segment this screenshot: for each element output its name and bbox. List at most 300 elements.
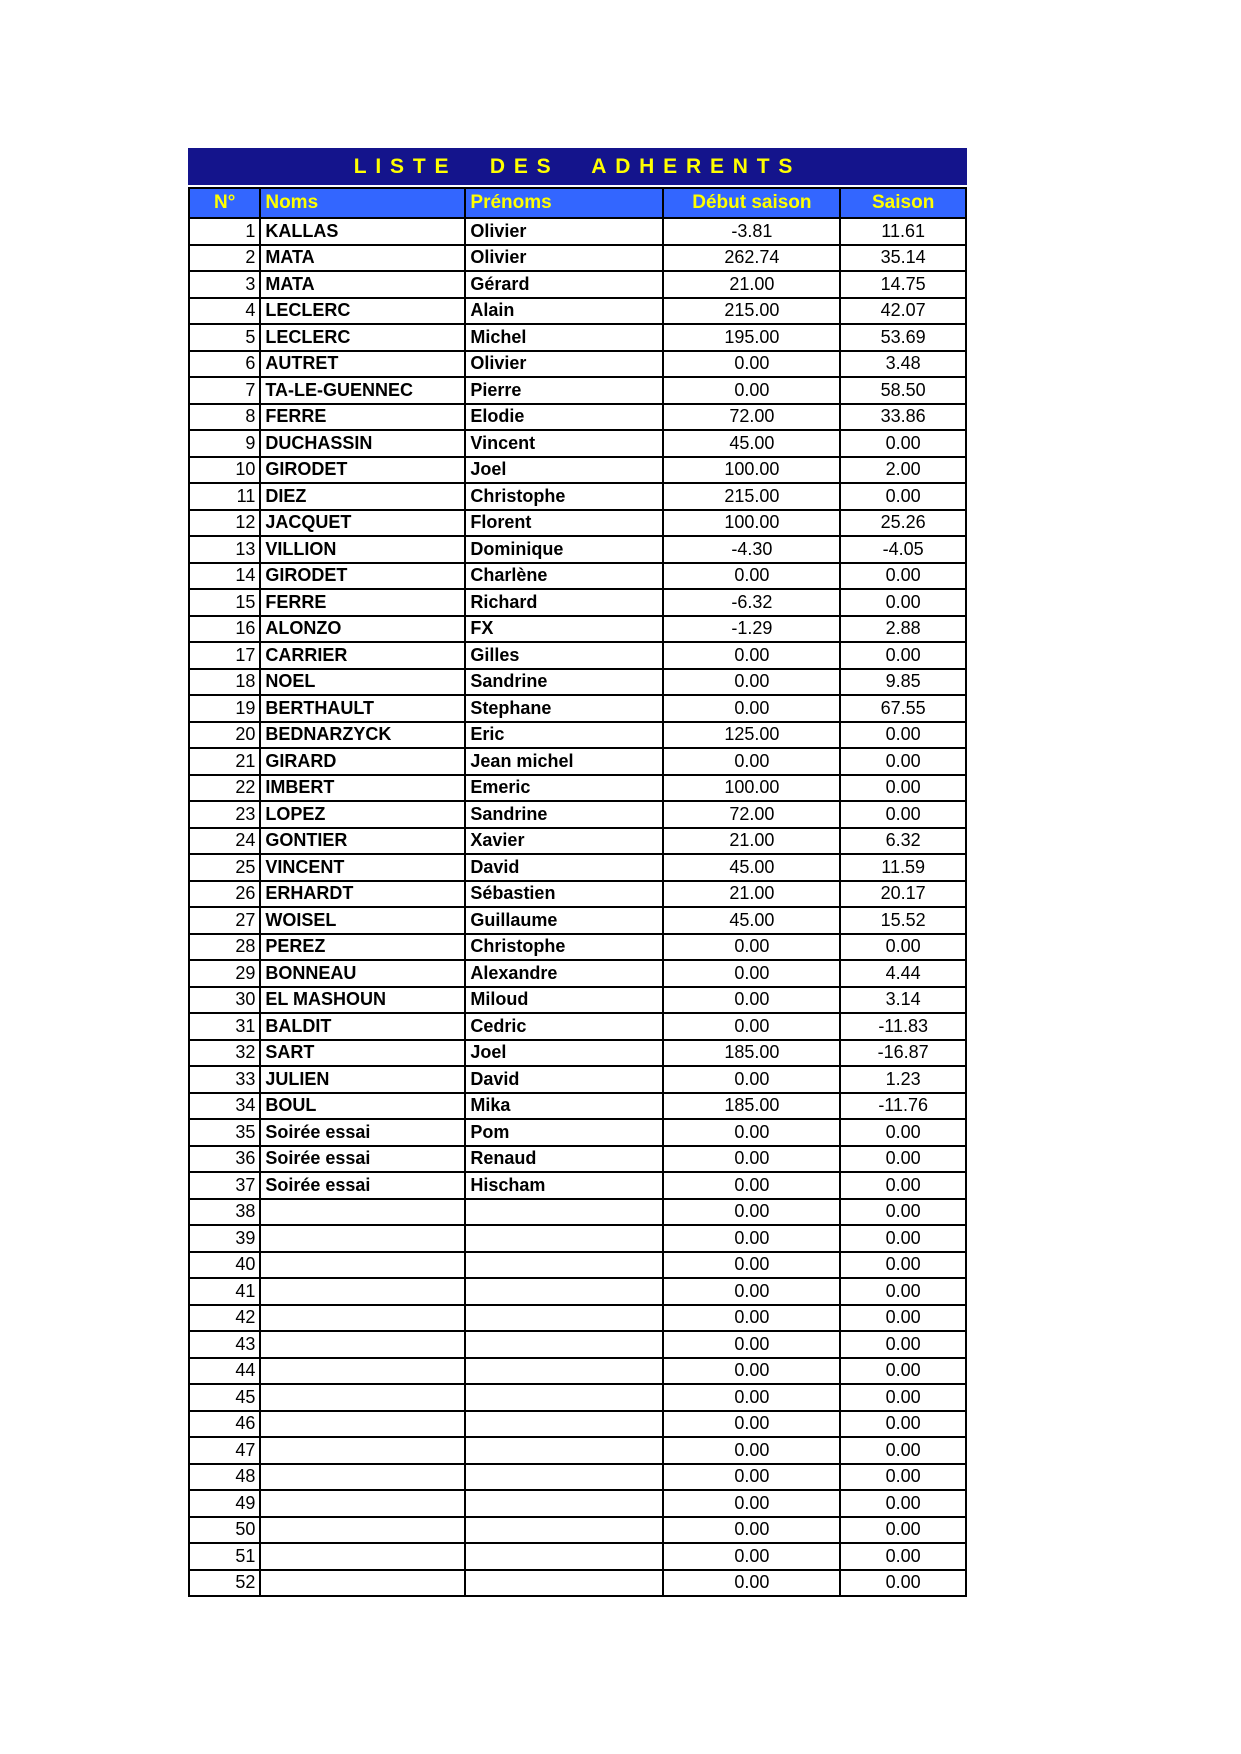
prenom-cell: Olivier xyxy=(465,245,663,272)
prenom-cell: Gilles xyxy=(465,642,663,669)
table-row xyxy=(189,1358,966,1385)
saison-cell: 20.17 xyxy=(840,881,966,908)
table-row xyxy=(189,1437,966,1464)
table-row xyxy=(189,881,966,908)
debut-saison-cell: 0.00 xyxy=(663,1278,840,1305)
prenom-cell: Alain xyxy=(465,298,663,325)
nom-cell: BEDNARZYCK xyxy=(260,722,465,749)
row-number-cell: 5 xyxy=(189,324,260,351)
table-row xyxy=(189,351,966,378)
saison-cell: 4.44 xyxy=(840,960,966,987)
saison-cell: 0.00 xyxy=(840,1570,966,1597)
table-row xyxy=(189,1543,966,1570)
nom-cell: Soirée essai xyxy=(260,1119,465,1146)
nom-cell xyxy=(260,1384,465,1411)
nom-cell: WOISEL xyxy=(260,907,465,934)
table-row xyxy=(189,722,966,749)
row-number-cell: 18 xyxy=(189,669,260,696)
row-number-cell: 15 xyxy=(189,589,260,616)
row-number-cell: 43 xyxy=(189,1331,260,1358)
debut-saison-cell: -1.29 xyxy=(663,616,840,643)
prenom-cell: Xavier xyxy=(465,828,663,855)
nom-cell: MATA xyxy=(260,271,465,298)
row-number-cell: 16 xyxy=(189,616,260,643)
nom-cell xyxy=(260,1252,465,1279)
saison-cell: 0.00 xyxy=(840,483,966,510)
row-number-cell: 11 xyxy=(189,483,260,510)
debut-saison-cell: 21.00 xyxy=(663,271,840,298)
table-row xyxy=(189,987,966,1014)
nom-cell: ALONZO xyxy=(260,616,465,643)
prenom-cell: Mika xyxy=(465,1093,663,1120)
prenom-cell: Elodie xyxy=(465,404,663,431)
debut-saison-cell: 0.00 xyxy=(663,1464,840,1491)
row-number-cell: 1 xyxy=(189,218,260,245)
nom-cell: EL MASHOUN xyxy=(260,987,465,1014)
row-number-cell: 27 xyxy=(189,907,260,934)
debut-saison-cell: 215.00 xyxy=(663,483,840,510)
prenom-cell xyxy=(465,1517,663,1544)
header-debut-saison: Début saison xyxy=(663,188,840,218)
prenom-cell: Vincent xyxy=(465,430,663,457)
prenom-cell: Gérard xyxy=(465,271,663,298)
row-number-cell: 19 xyxy=(189,695,260,722)
nom-cell xyxy=(260,1225,465,1252)
table-row xyxy=(189,1172,966,1199)
table-row xyxy=(189,1119,966,1146)
debut-saison-cell: 125.00 xyxy=(663,722,840,749)
table-row xyxy=(189,1199,966,1226)
nom-cell: DUCHASSIN xyxy=(260,430,465,457)
saison-cell: 0.00 xyxy=(840,430,966,457)
saison-cell: 35.14 xyxy=(840,245,966,272)
row-number-cell: 8 xyxy=(189,404,260,431)
nom-cell xyxy=(260,1305,465,1332)
debut-saison-cell: -4.30 xyxy=(663,536,840,563)
prenom-cell xyxy=(465,1278,663,1305)
prenom-cell: Miloud xyxy=(465,987,663,1014)
row-number-cell: 48 xyxy=(189,1464,260,1491)
nom-cell xyxy=(260,1278,465,1305)
row-number-cell: 24 xyxy=(189,828,260,855)
debut-saison-cell: 100.00 xyxy=(663,457,840,484)
saison-cell: 0.00 xyxy=(840,1437,966,1464)
table-row xyxy=(189,1305,966,1332)
prenom-cell: Cedric xyxy=(465,1013,663,1040)
table-row xyxy=(189,1040,966,1067)
saison-cell: 0.00 xyxy=(840,1490,966,1517)
nom-cell xyxy=(260,1490,465,1517)
table-row xyxy=(189,1146,966,1173)
row-number-cell: 13 xyxy=(189,536,260,563)
nom-cell: TA-LE-GUENNEC xyxy=(260,377,465,404)
nom-cell xyxy=(260,1437,465,1464)
row-number-cell: 23 xyxy=(189,801,260,828)
saison-cell: -11.83 xyxy=(840,1013,966,1040)
saison-cell: 1.23 xyxy=(840,1066,966,1093)
prenom-cell: Christophe xyxy=(465,934,663,961)
nom-cell: BERTHAULT xyxy=(260,695,465,722)
saison-cell: 0.00 xyxy=(840,748,966,775)
nom-cell: GIRARD xyxy=(260,748,465,775)
debut-saison-cell: 0.00 xyxy=(663,1570,840,1597)
row-number-cell: 51 xyxy=(189,1543,260,1570)
saison-cell: 0.00 xyxy=(840,1411,966,1438)
members-table-body xyxy=(189,218,966,1596)
saison-cell: 0.00 xyxy=(840,1331,966,1358)
row-number-cell: 28 xyxy=(189,934,260,961)
table-row xyxy=(189,1278,966,1305)
row-number-cell: 26 xyxy=(189,881,260,908)
prenom-cell: Michel xyxy=(465,324,663,351)
header-saison: Saison xyxy=(840,188,966,218)
header-row xyxy=(189,188,966,218)
debut-saison-cell: 0.00 xyxy=(663,1252,840,1279)
debut-saison-cell: 0.00 xyxy=(663,1358,840,1385)
prenom-cell: FX xyxy=(465,616,663,643)
nom-cell: VINCENT xyxy=(260,854,465,881)
nom-cell: Soirée essai xyxy=(260,1172,465,1199)
prenom-cell xyxy=(465,1358,663,1385)
debut-saison-cell: 262.74 xyxy=(663,245,840,272)
nom-cell xyxy=(260,1517,465,1544)
row-number-cell: 38 xyxy=(189,1199,260,1226)
saison-cell: 67.55 xyxy=(840,695,966,722)
table-row xyxy=(189,430,966,457)
header-prenoms: Prénoms xyxy=(465,188,663,218)
prenom-cell: Jean michel xyxy=(465,748,663,775)
table-row xyxy=(189,510,966,537)
nom-cell: NOEL xyxy=(260,669,465,696)
members-sheet xyxy=(188,148,967,1597)
table-row xyxy=(189,1093,966,1120)
table-row xyxy=(189,1490,966,1517)
nom-cell: GIRODET xyxy=(260,563,465,590)
debut-saison-cell: 45.00 xyxy=(663,854,840,881)
debut-saison-cell: -3.81 xyxy=(663,218,840,245)
row-number-cell: 20 xyxy=(189,722,260,749)
table-row xyxy=(189,642,966,669)
prenom-cell xyxy=(465,1543,663,1570)
prenom-cell: Olivier xyxy=(465,351,663,378)
debut-saison-cell: 0.00 xyxy=(663,1543,840,1570)
debut-saison-cell: 0.00 xyxy=(663,1305,840,1332)
debut-saison-cell: 0.00 xyxy=(663,1384,840,1411)
nom-cell xyxy=(260,1331,465,1358)
prenom-cell: Eric xyxy=(465,722,663,749)
nom-cell: PEREZ xyxy=(260,934,465,961)
saison-cell: 0.00 xyxy=(840,1464,966,1491)
header-numero: N° xyxy=(189,188,260,218)
saison-cell: 0.00 xyxy=(840,642,966,669)
prenom-cell: Florent xyxy=(465,510,663,537)
row-number-cell: 50 xyxy=(189,1517,260,1544)
prenom-cell: David xyxy=(465,854,663,881)
nom-cell: ERHARDT xyxy=(260,881,465,908)
saison-cell: 3.48 xyxy=(840,351,966,378)
saison-cell: -16.87 xyxy=(840,1040,966,1067)
debut-saison-cell: 45.00 xyxy=(663,430,840,457)
saison-cell: 0.00 xyxy=(840,1543,966,1570)
debut-saison-cell: 215.00 xyxy=(663,298,840,325)
prenom-cell: Christophe xyxy=(465,483,663,510)
prenom-cell: Stephane xyxy=(465,695,663,722)
table-row xyxy=(189,775,966,802)
row-number-cell: 41 xyxy=(189,1278,260,1305)
debut-saison-cell: 0.00 xyxy=(663,563,840,590)
prenom-cell xyxy=(465,1490,663,1517)
prenom-cell: Renaud xyxy=(465,1146,663,1173)
table-row xyxy=(189,1066,966,1093)
debut-saison-cell: 72.00 xyxy=(663,801,840,828)
nom-cell: IMBERT xyxy=(260,775,465,802)
table-row xyxy=(189,907,966,934)
table-row xyxy=(189,748,966,775)
nom-cell: LOPEZ xyxy=(260,801,465,828)
row-number-cell: 6 xyxy=(189,351,260,378)
nom-cell: LECLERC xyxy=(260,298,465,325)
saison-cell: 9.85 xyxy=(840,669,966,696)
table-row xyxy=(189,1517,966,1544)
table-row xyxy=(189,1331,966,1358)
table-row xyxy=(189,1464,966,1491)
debut-saison-cell: 0.00 xyxy=(663,960,840,987)
prenom-cell: Dominique xyxy=(465,536,663,563)
table-row xyxy=(189,589,966,616)
debut-saison-cell: 0.00 xyxy=(663,695,840,722)
row-number-cell: 52 xyxy=(189,1570,260,1597)
debut-saison-cell: 21.00 xyxy=(663,828,840,855)
saison-cell: 0.00 xyxy=(840,722,966,749)
table-row xyxy=(189,483,966,510)
nom-cell: JULIEN xyxy=(260,1066,465,1093)
row-number-cell: 49 xyxy=(189,1490,260,1517)
row-number-cell: 34 xyxy=(189,1093,260,1120)
row-number-cell: 46 xyxy=(189,1411,260,1438)
debut-saison-cell: 0.00 xyxy=(663,1013,840,1040)
debut-saison-cell: 0.00 xyxy=(663,987,840,1014)
table-row xyxy=(189,669,966,696)
prenom-cell: David xyxy=(465,1066,663,1093)
nom-cell: FERRE xyxy=(260,589,465,616)
debut-saison-cell: -6.32 xyxy=(663,589,840,616)
nom-cell: KALLAS xyxy=(260,218,465,245)
nom-cell: LECLERC xyxy=(260,324,465,351)
table-row xyxy=(189,1252,966,1279)
saison-cell: 0.00 xyxy=(840,1358,966,1385)
debut-saison-cell: 0.00 xyxy=(663,1199,840,1226)
prenom-cell: Olivier xyxy=(465,218,663,245)
nom-cell: JACQUET xyxy=(260,510,465,537)
row-number-cell: 35 xyxy=(189,1119,260,1146)
prenom-cell xyxy=(465,1570,663,1597)
prenom-cell: Richard xyxy=(465,589,663,616)
saison-cell: 2.00 xyxy=(840,457,966,484)
saison-cell: 3.14 xyxy=(840,987,966,1014)
table-row xyxy=(189,801,966,828)
saison-cell: 6.32 xyxy=(840,828,966,855)
saison-cell: -4.05 xyxy=(840,536,966,563)
debut-saison-cell: 0.00 xyxy=(663,642,840,669)
saison-cell: 2.88 xyxy=(840,616,966,643)
nom-cell xyxy=(260,1570,465,1597)
saison-cell: -11.76 xyxy=(840,1093,966,1120)
saison-cell: 0.00 xyxy=(840,1278,966,1305)
row-number-cell: 25 xyxy=(189,854,260,881)
debut-saison-cell: 45.00 xyxy=(663,907,840,934)
debut-saison-cell: 0.00 xyxy=(663,1146,840,1173)
table-row xyxy=(189,854,966,881)
debut-saison-cell: 0.00 xyxy=(663,1517,840,1544)
prenom-cell: Sandrine xyxy=(465,801,663,828)
row-number-cell: 31 xyxy=(189,1013,260,1040)
row-number-cell: 45 xyxy=(189,1384,260,1411)
nom-cell: FERRE xyxy=(260,404,465,431)
members-table-header xyxy=(189,188,966,218)
nom-cell: CARRIER xyxy=(260,642,465,669)
sheet-title-bar: LISTE DES ADHERENTS xyxy=(188,148,967,185)
table-row xyxy=(189,1225,966,1252)
nom-cell: BONNEAU xyxy=(260,960,465,987)
prenom-cell: Hischam xyxy=(465,1172,663,1199)
prenom-cell: Pierre xyxy=(465,377,663,404)
row-number-cell: 22 xyxy=(189,775,260,802)
table-row xyxy=(189,1570,966,1597)
nom-cell: AUTRET xyxy=(260,351,465,378)
prenom-cell: Joel xyxy=(465,457,663,484)
row-number-cell: 17 xyxy=(189,642,260,669)
nom-cell: GIRODET xyxy=(260,457,465,484)
nom-cell: BALDIT xyxy=(260,1013,465,1040)
debut-saison-cell: 0.00 xyxy=(663,748,840,775)
nom-cell: MATA xyxy=(260,245,465,272)
table-row xyxy=(189,377,966,404)
nom-cell: BOUL xyxy=(260,1093,465,1120)
debut-saison-cell: 185.00 xyxy=(663,1040,840,1067)
row-number-cell: 33 xyxy=(189,1066,260,1093)
row-number-cell: 21 xyxy=(189,748,260,775)
row-number-cell: 4 xyxy=(189,298,260,325)
prenom-cell: Joel xyxy=(465,1040,663,1067)
prenom-cell xyxy=(465,1252,663,1279)
table-row xyxy=(189,960,966,987)
table-row xyxy=(189,298,966,325)
debut-saison-cell: 195.00 xyxy=(663,324,840,351)
debut-saison-cell: 0.00 xyxy=(663,1066,840,1093)
prenom-cell: Sébastien xyxy=(465,881,663,908)
nom-cell xyxy=(260,1199,465,1226)
saison-cell: 0.00 xyxy=(840,589,966,616)
saison-cell: 0.00 xyxy=(840,1146,966,1173)
row-number-cell: 14 xyxy=(189,563,260,590)
table-row xyxy=(189,218,966,245)
debut-saison-cell: 100.00 xyxy=(663,775,840,802)
nom-cell xyxy=(260,1411,465,1438)
prenom-cell: Guillaume xyxy=(465,907,663,934)
saison-cell: 58.50 xyxy=(840,377,966,404)
debut-saison-cell: 0.00 xyxy=(663,1490,840,1517)
debut-saison-cell: 21.00 xyxy=(663,881,840,908)
debut-saison-cell: 0.00 xyxy=(663,351,840,378)
nom-cell: SART xyxy=(260,1040,465,1067)
saison-cell: 0.00 xyxy=(840,1384,966,1411)
table-row xyxy=(189,1411,966,1438)
members-table xyxy=(188,187,967,1597)
nom-cell: VILLION xyxy=(260,536,465,563)
row-number-cell: 7 xyxy=(189,377,260,404)
table-row xyxy=(189,695,966,722)
row-number-cell: 10 xyxy=(189,457,260,484)
debut-saison-cell: 185.00 xyxy=(663,1093,840,1120)
table-row xyxy=(189,828,966,855)
saison-cell: 11.59 xyxy=(840,854,966,881)
debut-saison-cell: 0.00 xyxy=(663,934,840,961)
prenom-cell: Pom xyxy=(465,1119,663,1146)
prenom-cell: Sandrine xyxy=(465,669,663,696)
table-row xyxy=(189,457,966,484)
saison-cell: 0.00 xyxy=(840,563,966,590)
table-row xyxy=(189,1384,966,1411)
row-number-cell: 37 xyxy=(189,1172,260,1199)
debut-saison-cell: 0.00 xyxy=(663,1437,840,1464)
saison-cell: 53.69 xyxy=(840,324,966,351)
saison-cell: 0.00 xyxy=(840,1517,966,1544)
row-number-cell: 2 xyxy=(189,245,260,272)
debut-saison-cell: 0.00 xyxy=(663,669,840,696)
debut-saison-cell: 0.00 xyxy=(663,377,840,404)
saison-cell: 33.86 xyxy=(840,404,966,431)
nom-cell xyxy=(260,1358,465,1385)
saison-cell: 0.00 xyxy=(840,1119,966,1146)
table-row xyxy=(189,1013,966,1040)
saison-cell: 14.75 xyxy=(840,271,966,298)
saison-cell: 42.07 xyxy=(840,298,966,325)
debut-saison-cell: 100.00 xyxy=(663,510,840,537)
saison-cell: 0.00 xyxy=(840,801,966,828)
nom-cell: GONTIER xyxy=(260,828,465,855)
debut-saison-cell: 0.00 xyxy=(663,1172,840,1199)
prenom-cell xyxy=(465,1464,663,1491)
debut-saison-cell: 0.00 xyxy=(663,1331,840,1358)
debut-saison-cell: 72.00 xyxy=(663,404,840,431)
table-row xyxy=(189,404,966,431)
row-number-cell: 47 xyxy=(189,1437,260,1464)
debut-saison-cell: 0.00 xyxy=(663,1119,840,1146)
table-row xyxy=(189,271,966,298)
table-row xyxy=(189,616,966,643)
saison-cell: 0.00 xyxy=(840,934,966,961)
table-row xyxy=(189,245,966,272)
row-number-cell: 30 xyxy=(189,987,260,1014)
debut-saison-cell: 0.00 xyxy=(663,1411,840,1438)
prenom-cell: Emeric xyxy=(465,775,663,802)
prenom-cell xyxy=(465,1331,663,1358)
prenom-cell xyxy=(465,1437,663,1464)
saison-cell: 25.26 xyxy=(840,510,966,537)
row-number-cell: 9 xyxy=(189,430,260,457)
debut-saison-cell: 0.00 xyxy=(663,1225,840,1252)
row-number-cell: 39 xyxy=(189,1225,260,1252)
row-number-cell: 29 xyxy=(189,960,260,987)
prenom-cell xyxy=(465,1305,663,1332)
prenom-cell xyxy=(465,1411,663,1438)
nom-cell xyxy=(260,1543,465,1570)
table-row xyxy=(189,536,966,563)
saison-cell: 11.61 xyxy=(840,218,966,245)
prenom-cell: Charlène xyxy=(465,563,663,590)
row-number-cell: 3 xyxy=(189,271,260,298)
row-number-cell: 12 xyxy=(189,510,260,537)
